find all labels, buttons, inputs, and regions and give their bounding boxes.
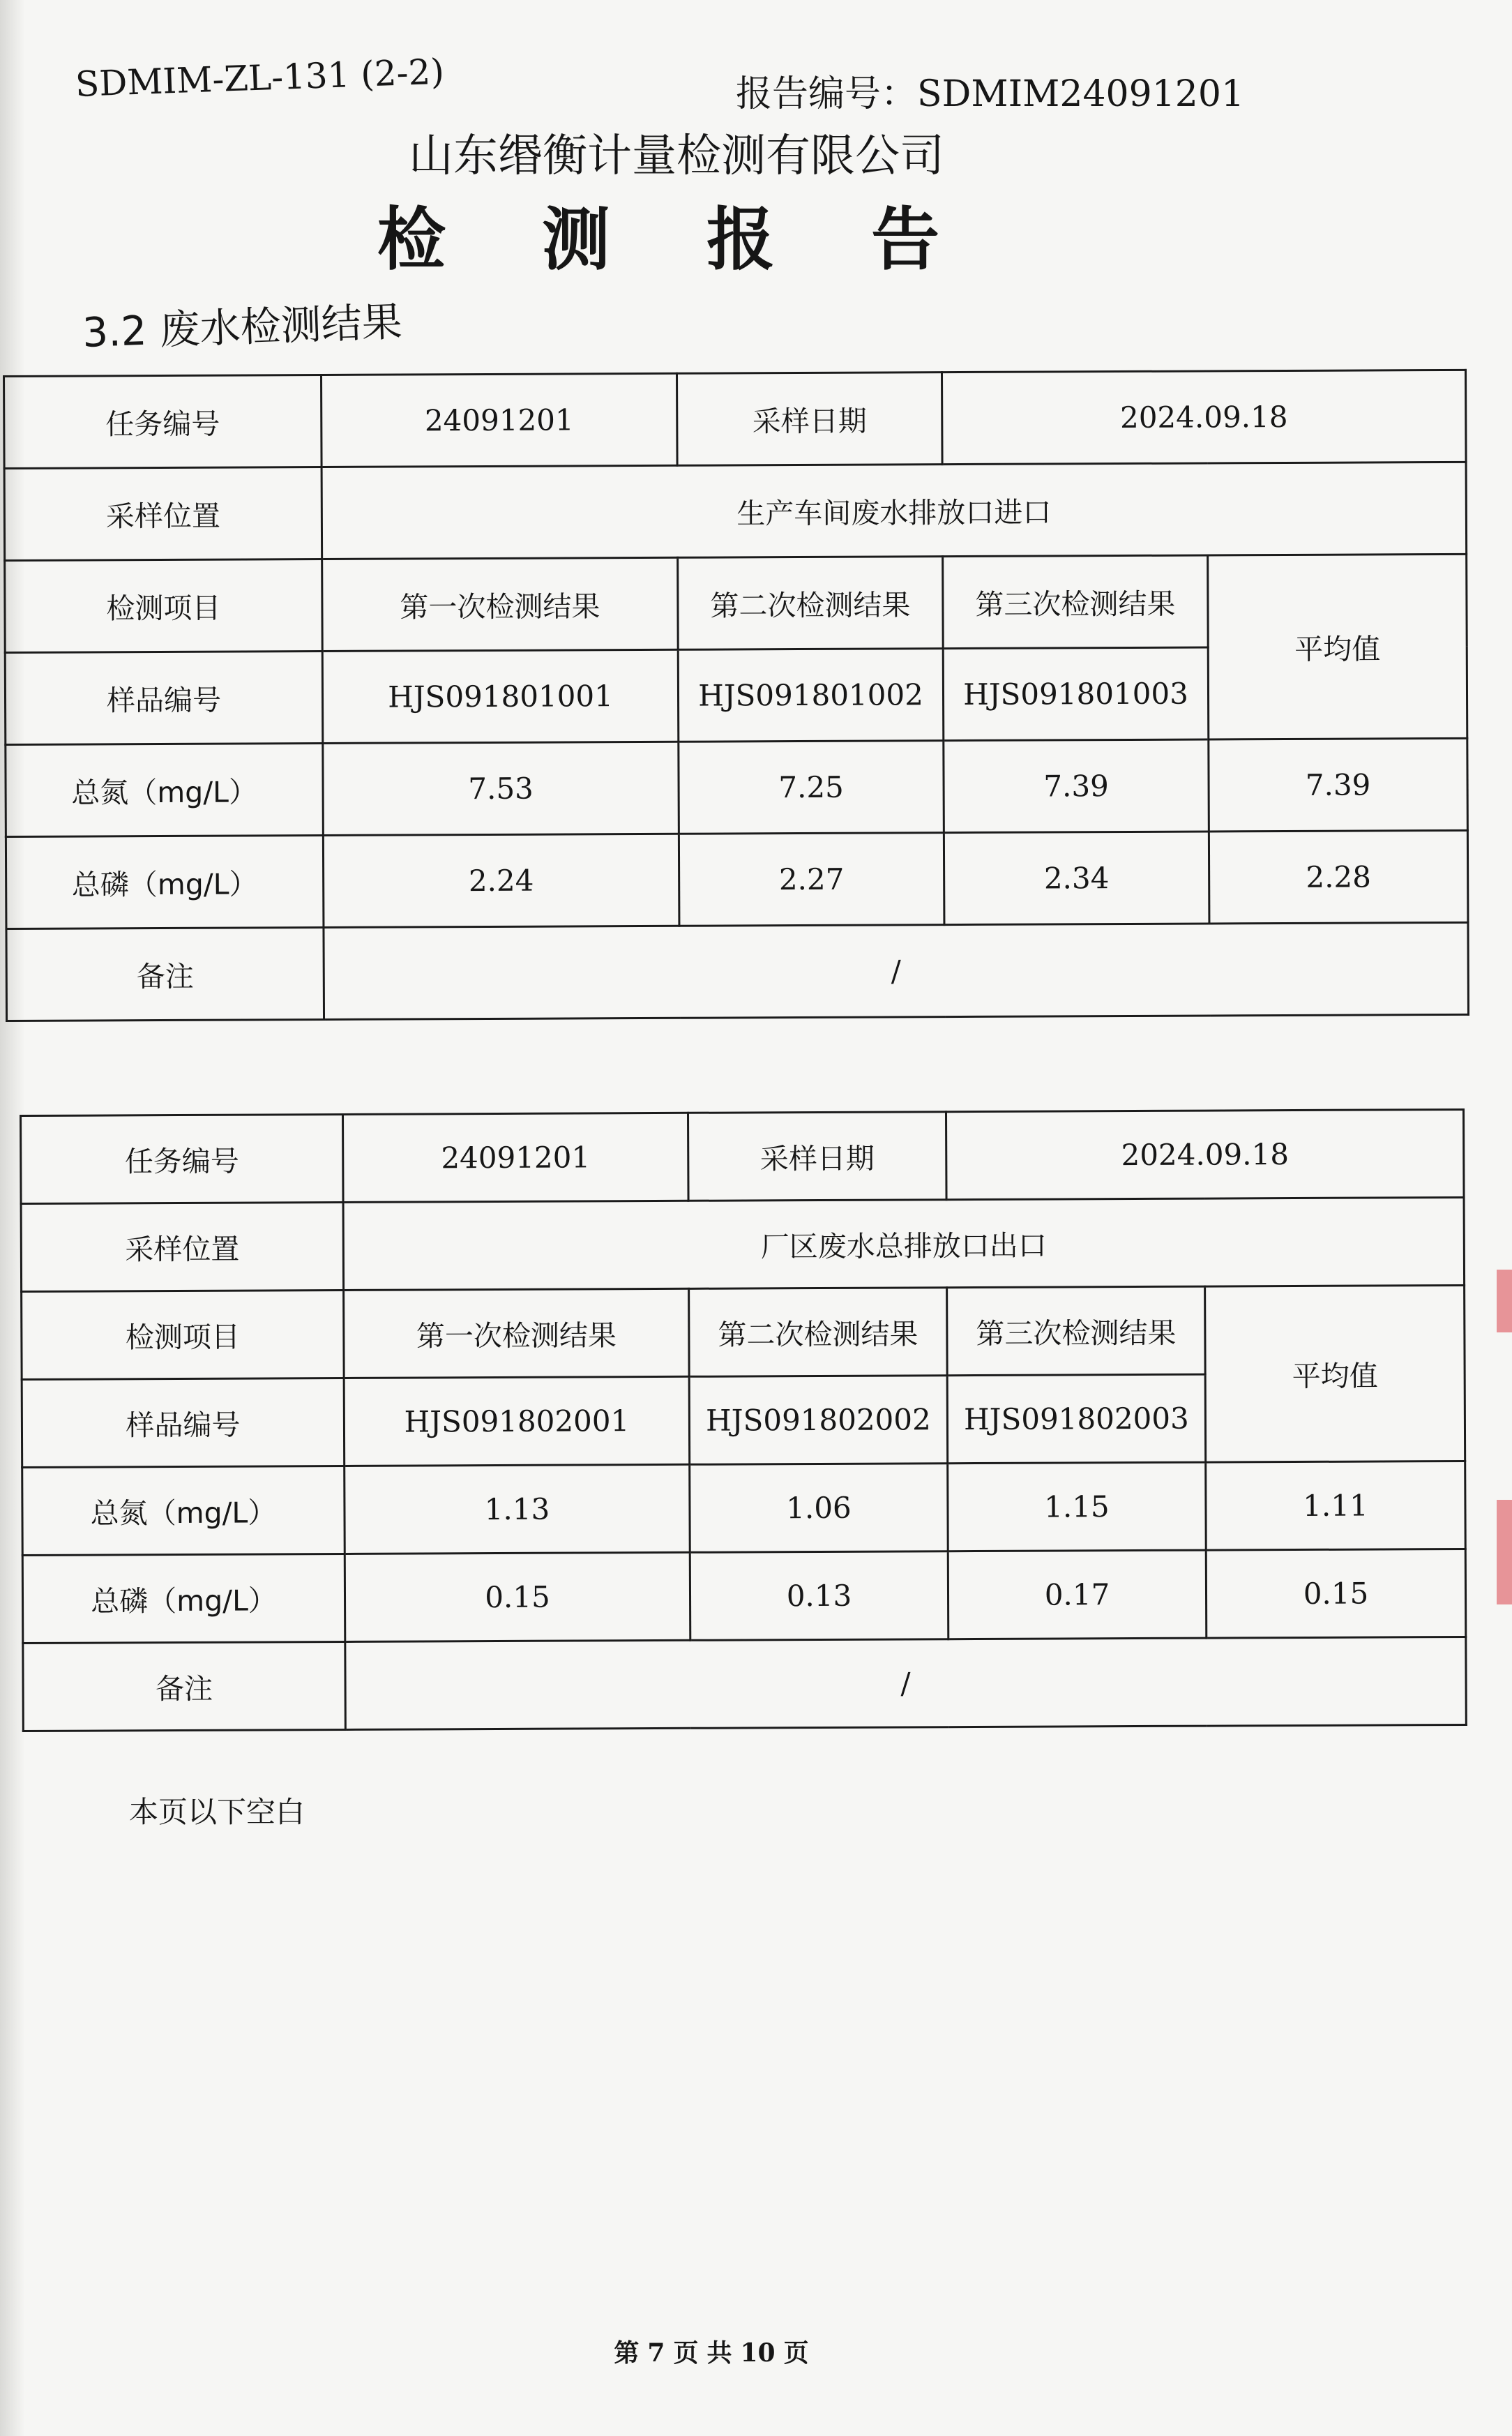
table-row <box>23 1637 1467 1731</box>
table-row <box>4 370 1467 468</box>
table-row <box>5 554 1467 652</box>
sample-no-3: HJS091802003 <box>947 1374 1206 1464</box>
total-nitrogen-2: 1.06 <box>690 1464 948 1553</box>
sampling-location-value: 厂区废水总排放口出口 <box>343 1197 1465 1290</box>
total-nitrogen-average: 1.11 <box>1206 1461 1466 1550</box>
third-result-header: 第三次检测结果 <box>947 1286 1206 1376</box>
sampling-location-label: 采样位置 <box>4 467 322 561</box>
remark-label: 备注 <box>23 1641 346 1731</box>
result-table-2 <box>20 1108 1467 1732</box>
task-no-value: 24091201 <box>343 1113 689 1202</box>
company-name: 山东缗衡计量检测有限公司 <box>409 130 944 182</box>
remark-label: 备注 <box>6 928 324 1021</box>
total-nitrogen-label: 总氮（mg/L） <box>22 1466 345 1555</box>
footer-suffix: 页 <box>783 2338 809 2368</box>
total-nitrogen-average: 7.39 <box>1209 738 1468 832</box>
third-result-header: 第三次检测结果 <box>943 555 1209 649</box>
sampling-date-label: 采样日期 <box>688 1112 946 1201</box>
sample-no-2: HJS091802002 <box>689 1376 948 1465</box>
stamp-edge-mark <box>1497 1270 1512 1332</box>
task-no-label: 任务编号 <box>4 375 322 469</box>
test-item-label: 检测项目 <box>22 1290 345 1379</box>
table-row <box>6 830 1468 928</box>
table-row <box>4 462 1467 560</box>
total-phosphorus-1: 2.24 <box>323 834 679 927</box>
section-title: 3.2 废水检测结果 <box>81 298 403 356</box>
table-row <box>22 1549 1466 1643</box>
footer-prefix: 第 <box>614 2338 640 2368</box>
first-result-header: 第一次检测结果 <box>344 1288 690 1378</box>
report-title: 检 测 报 告 <box>377 200 976 280</box>
sample-no-2: HJS091801002 <box>678 649 944 742</box>
table-row <box>6 922 1469 1021</box>
table-row <box>21 1197 1465 1291</box>
total-nitrogen-3: 1.15 <box>948 1462 1207 1551</box>
sampling-location-label: 采样位置 <box>21 1202 344 1291</box>
blank-below-note: 本页以下空白 <box>129 1795 305 1829</box>
sample-no-3: HJS091801003 <box>943 647 1209 741</box>
first-result-header: 第一次检测结果 <box>322 557 679 651</box>
stamp-edge-mark <box>1497 1500 1512 1604</box>
page-footer <box>0 2333 1423 2369</box>
total-nitrogen-2: 7.25 <box>679 741 944 834</box>
document-code: SDMIM-ZL-131 (2-2) <box>74 51 445 105</box>
total-phosphorus-label: 总磷（mg/L） <box>6 836 324 929</box>
footer-total-pages: 10 <box>740 2338 776 2368</box>
sampling-date-value: 2024.09.18 <box>942 370 1466 464</box>
total-nitrogen-3: 7.39 <box>944 739 1209 833</box>
average-header: 平均值 <box>1205 1285 1465 1462</box>
task-no-value: 24091201 <box>322 373 678 467</box>
total-phosphorus-2: 0.13 <box>690 1551 948 1641</box>
footer-total-word: 共 <box>706 2338 732 2368</box>
total-nitrogen-1: 1.13 <box>345 1464 690 1554</box>
total-phosphorus-3: 0.17 <box>948 1550 1207 1639</box>
average-header: 平均值 <box>1208 554 1467 739</box>
table-row <box>6 738 1468 836</box>
result-table-1 <box>3 369 1469 1022</box>
task-no-label: 任务编号 <box>21 1114 344 1203</box>
table-row <box>22 1461 1466 1555</box>
sample-no-label: 样品编号 <box>5 652 323 745</box>
total-phosphorus-2: 2.27 <box>679 833 944 926</box>
second-result-header: 第二次检测结果 <box>689 1288 948 1377</box>
report-number-value: SDMIM24091201 <box>917 73 1245 115</box>
sample-no-1: HJS091801001 <box>322 649 679 743</box>
report-number-label: 报告编号： <box>736 73 918 115</box>
remark-value: / <box>324 922 1469 1019</box>
sampling-date-value: 2024.09.18 <box>946 1109 1464 1199</box>
second-result-header: 第二次检测结果 <box>678 557 944 650</box>
total-phosphorus-label: 总磷（mg/L） <box>22 1554 345 1643</box>
total-phosphorus-average: 2.28 <box>1209 830 1468 924</box>
total-phosphorus-3: 2.34 <box>944 832 1209 925</box>
footer-page-number: 7 <box>647 2338 665 2368</box>
table-row <box>22 1285 1465 1379</box>
sample-no-1: HJS091802001 <box>344 1376 690 1466</box>
table-row <box>21 1109 1465 1203</box>
remark-value: / <box>345 1637 1467 1729</box>
total-nitrogen-1: 7.53 <box>323 742 679 835</box>
sampling-location-value: 生产车间废水排放口进口 <box>322 462 1467 559</box>
total-phosphorus-1: 0.15 <box>345 1552 690 1641</box>
test-item-label: 检测项目 <box>5 559 323 653</box>
report-number <box>736 64 1244 116</box>
sample-no-label: 样品编号 <box>22 1378 345 1467</box>
total-phosphorus-average: 0.15 <box>1206 1549 1466 1638</box>
footer-page-word: 页 <box>673 2338 699 2368</box>
total-nitrogen-label: 总氮（mg/L） <box>6 744 324 837</box>
sampling-date-label: 采样日期 <box>676 373 942 466</box>
